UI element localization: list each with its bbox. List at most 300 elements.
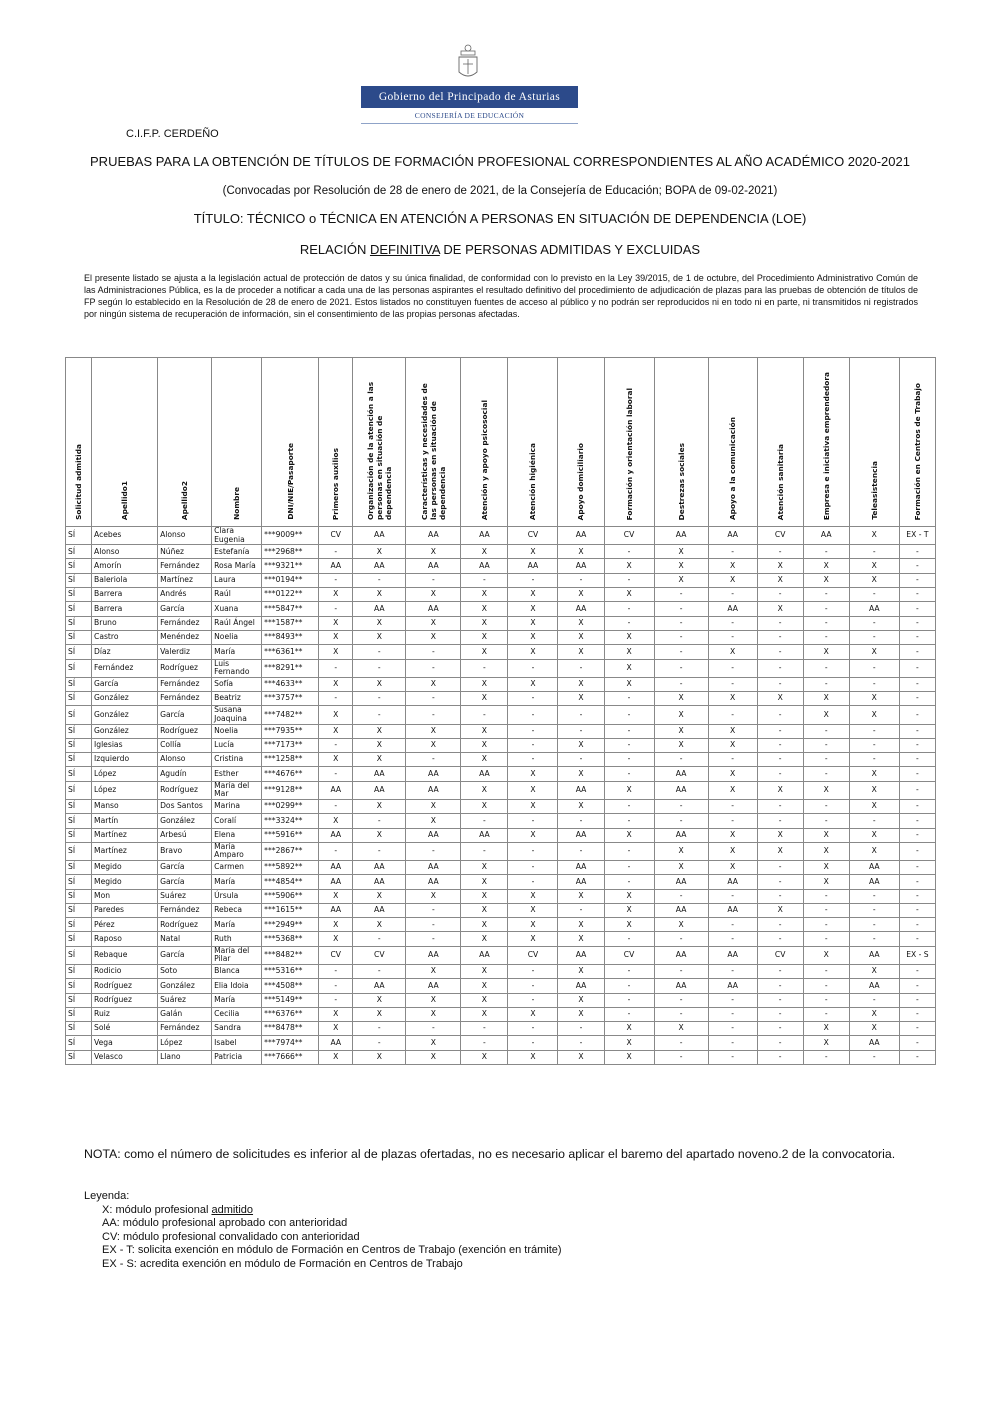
table-row xyxy=(66,875,936,889)
table-cell: - xyxy=(558,1022,604,1036)
table-cell: - xyxy=(406,918,461,932)
table-cell: AA xyxy=(353,860,406,874)
table-cell: SÍ xyxy=(66,573,92,587)
table-cell: AA xyxy=(849,946,899,964)
table-cell: X xyxy=(319,814,353,828)
table-cell: X xyxy=(604,1050,654,1064)
table-cell: - xyxy=(406,903,461,917)
table-cell: - xyxy=(899,814,935,828)
table-cell: AA xyxy=(319,903,353,917)
table-cell: Martínez xyxy=(158,573,212,587)
table-row xyxy=(66,842,936,860)
table-row xyxy=(66,630,936,644)
table-cell: - xyxy=(849,1050,899,1064)
table-cell: - xyxy=(899,588,935,602)
table-cell: - xyxy=(654,1036,708,1050)
table-cell: María xyxy=(212,993,262,1007)
table-cell: Agudín xyxy=(158,767,212,781)
table-row xyxy=(66,993,936,1007)
table-cell: X xyxy=(849,527,899,545)
table-cell: X xyxy=(353,828,406,842)
table-cell: X xyxy=(558,993,604,1007)
degree-title: TÍTULO: TÉCNICO o TÉCNICA EN ATENCIÓN A PERSONAS EN SITUACIÓN DE DEPENDENCIA (LOE) xyxy=(193,211,807,226)
table-cell: - xyxy=(899,616,935,630)
table-cell: SÍ xyxy=(66,659,92,677)
table-cell: - xyxy=(849,724,899,738)
table-cell: - xyxy=(654,1007,708,1021)
table-cell: AA xyxy=(654,903,708,917)
table-cell: X xyxy=(319,1050,353,1064)
legend xyxy=(84,1190,562,1272)
table-cell: María xyxy=(212,875,262,889)
table-cell: AA xyxy=(319,860,353,874)
table-cell: ***2867** xyxy=(262,842,319,860)
table-cell: CV xyxy=(353,946,406,964)
table-cell: X xyxy=(319,677,353,691)
table-cell: Izquierdo xyxy=(92,753,158,767)
table-cell: X xyxy=(654,545,708,559)
table-cell: - xyxy=(849,588,899,602)
table-cell: - xyxy=(757,645,803,659)
table-cell: - xyxy=(899,1022,935,1036)
table-cell: AA xyxy=(654,979,708,993)
table-cell: - xyxy=(604,767,654,781)
table-cell: X xyxy=(508,799,558,813)
table-cell: ***9321** xyxy=(262,559,319,573)
table-cell: SÍ xyxy=(66,588,92,602)
table-cell: X xyxy=(319,706,353,724)
table-cell: X xyxy=(604,889,654,903)
table-cell: - xyxy=(849,545,899,559)
table-cell: - xyxy=(604,1007,654,1021)
table-cell: Andrés xyxy=(158,588,212,602)
table-cell: - xyxy=(604,616,654,630)
table-cell: - xyxy=(461,706,508,724)
table-cell: - xyxy=(849,814,899,828)
table-cell: X xyxy=(319,588,353,602)
table-cell: - xyxy=(406,706,461,724)
table-cell: X xyxy=(461,860,508,874)
table-cell: Alonso xyxy=(158,753,212,767)
table-cell: Laura xyxy=(212,573,262,587)
table-cell: X xyxy=(353,753,406,767)
table-cell: - xyxy=(708,932,757,946)
table-cell: - xyxy=(899,964,935,978)
list-title-pre: RELACIÓN xyxy=(299,242,370,257)
table-cell: - xyxy=(849,889,899,903)
table-cell: - xyxy=(654,602,708,616)
table-cell: AA xyxy=(654,527,708,545)
table-cell: - xyxy=(654,814,708,828)
table-cell: - xyxy=(319,767,353,781)
table-cell: - xyxy=(708,964,757,978)
header-divider xyxy=(361,123,578,124)
table-cell: X xyxy=(319,889,353,903)
table-cell: - xyxy=(604,932,654,946)
table-cell: Alonso xyxy=(158,527,212,545)
table-cell: - xyxy=(353,692,406,706)
table-cell: X xyxy=(558,767,604,781)
table-cell: AA xyxy=(558,559,604,573)
table-cell: X xyxy=(849,645,899,659)
table-cell: AA xyxy=(654,781,708,799)
table-row xyxy=(66,1022,936,1036)
table-cell: Blanca xyxy=(212,964,262,978)
table-cell: AA xyxy=(461,946,508,964)
table-cell: Mon xyxy=(92,889,158,903)
table-cell: SÍ xyxy=(66,828,92,842)
table-cell: - xyxy=(757,1050,803,1064)
table-cell: EX - T xyxy=(899,527,935,545)
table-cell: X xyxy=(604,630,654,644)
table-cell: X xyxy=(757,828,803,842)
table-cell: ***4633** xyxy=(262,677,319,691)
table-cell: - xyxy=(654,799,708,813)
table-cell: X xyxy=(558,645,604,659)
table-cell: - xyxy=(461,573,508,587)
table-cell: - xyxy=(406,645,461,659)
table-cell: Iglesias xyxy=(92,738,158,752)
table-cell: - xyxy=(353,932,406,946)
table-cell: - xyxy=(899,767,935,781)
table-cell: X xyxy=(604,659,654,677)
table-cell: X xyxy=(654,559,708,573)
table-cell: - xyxy=(757,545,803,559)
table-cell: AA xyxy=(319,828,353,842)
table-cell: X xyxy=(757,903,803,917)
table-cell: Amorín xyxy=(92,559,158,573)
table-cell: - xyxy=(757,1022,803,1036)
table-row xyxy=(66,903,936,917)
table-cell: X xyxy=(461,645,508,659)
table-cell: ***1258** xyxy=(262,753,319,767)
table-cell: - xyxy=(757,724,803,738)
table-cell: González xyxy=(158,814,212,828)
column-header-label: Atención sanitaria xyxy=(775,443,785,520)
table-cell: X xyxy=(708,767,757,781)
table-cell: ***8291** xyxy=(262,659,319,677)
table-cell: Raúl xyxy=(212,588,262,602)
table-cell: X xyxy=(461,1050,508,1064)
table-cell: SÍ xyxy=(66,1022,92,1036)
table-cell: AA xyxy=(353,767,406,781)
table-cell: - xyxy=(654,616,708,630)
table-cell: - xyxy=(406,573,461,587)
table-cell: X xyxy=(461,918,508,932)
table-cell: Elia Idoia xyxy=(212,979,262,993)
table-cell: X xyxy=(406,738,461,752)
table-cell: López xyxy=(92,781,158,799)
table-cell: - xyxy=(319,545,353,559)
column-header xyxy=(406,358,461,527)
table-cell: ***8493** xyxy=(262,630,319,644)
table-cell: X xyxy=(461,630,508,644)
table-cell: X xyxy=(461,993,508,1007)
table-cell: Llano xyxy=(158,1050,212,1064)
column-header-label: Formación y orientación laboral xyxy=(624,387,634,520)
table-cell: - xyxy=(899,659,935,677)
table-cell: AA xyxy=(353,602,406,616)
table-cell: AA xyxy=(654,946,708,964)
table-cell: - xyxy=(508,875,558,889)
table-row xyxy=(66,527,936,545)
table-cell: X xyxy=(654,860,708,874)
table-cell: - xyxy=(654,753,708,767)
table-cell: Fernández xyxy=(158,677,212,691)
table-cell: Alonso xyxy=(92,545,158,559)
table-row xyxy=(66,616,936,630)
table-row xyxy=(66,828,936,842)
table-cell: - xyxy=(757,993,803,1007)
table-cell: ***4854** xyxy=(262,875,319,889)
table-row xyxy=(66,1050,936,1064)
table-cell: AA xyxy=(558,781,604,799)
table-cell: Núñez xyxy=(158,545,212,559)
table-cell: X xyxy=(319,932,353,946)
table-cell: X xyxy=(353,545,406,559)
table-cell: X xyxy=(406,889,461,903)
table-cell: - xyxy=(849,903,899,917)
column-header xyxy=(757,358,803,527)
table-row xyxy=(66,645,936,659)
table-cell: Velasco xyxy=(92,1050,158,1064)
table-cell: - xyxy=(899,918,935,932)
table-cell: X xyxy=(708,724,757,738)
table-cell: - xyxy=(899,645,935,659)
table-cell: Noelia xyxy=(212,630,262,644)
table-row xyxy=(66,799,936,813)
government-banner: Gobierno del Principado de Asturias xyxy=(361,86,578,108)
table-cell: X xyxy=(604,588,654,602)
table-cell: AA xyxy=(406,559,461,573)
table-cell: X xyxy=(803,1022,849,1036)
table-cell: Fernández xyxy=(158,692,212,706)
table-cell: AA xyxy=(406,527,461,545)
table-cell: SÍ xyxy=(66,946,92,964)
table-cell: X xyxy=(604,781,654,799)
table-cell: AA xyxy=(461,527,508,545)
table-cell: ***1587** xyxy=(262,616,319,630)
table-cell: González xyxy=(92,692,158,706)
table-cell: AA xyxy=(558,527,604,545)
table-cell: AA xyxy=(406,602,461,616)
table-cell: X xyxy=(461,875,508,889)
table-cell: ***5847** xyxy=(262,602,319,616)
table-cell: Luis Fernando xyxy=(212,659,262,677)
table-cell: - xyxy=(654,932,708,946)
table-cell: Úrsula xyxy=(212,889,262,903)
table-cell: - xyxy=(803,799,849,813)
table-cell: X xyxy=(757,602,803,616)
table-cell: X xyxy=(604,645,654,659)
table-cell: Susana Joaquina xyxy=(212,706,262,724)
table-cell: X xyxy=(604,918,654,932)
table-cell: - xyxy=(803,814,849,828)
table-cell: SÍ xyxy=(66,918,92,932)
table-cell: - xyxy=(757,616,803,630)
table-cell: AA xyxy=(406,767,461,781)
table-cell: X xyxy=(708,692,757,706)
table-cell: - xyxy=(319,602,353,616)
table-cell: CV xyxy=(319,527,353,545)
table-cell: X xyxy=(508,767,558,781)
table-cell: X xyxy=(406,588,461,602)
table-cell: SÍ xyxy=(66,527,92,545)
table-cell: AA xyxy=(319,875,353,889)
table-cell: X xyxy=(406,1050,461,1064)
table-cell: X xyxy=(319,645,353,659)
table-cell: - xyxy=(708,706,757,724)
table-cell: Isabel xyxy=(212,1036,262,1050)
table-cell: - xyxy=(654,964,708,978)
table-cell: X xyxy=(353,1050,406,1064)
table-cell: SÍ xyxy=(66,979,92,993)
table-cell: X xyxy=(708,738,757,752)
table-cell: - xyxy=(654,630,708,644)
table-cell: - xyxy=(803,588,849,602)
table-cell: X xyxy=(849,828,899,842)
table-cell: - xyxy=(708,918,757,932)
table-cell: AA xyxy=(849,875,899,889)
table-cell: CV xyxy=(757,527,803,545)
table-cell: - xyxy=(803,903,849,917)
legend-x-text: X: módulo profesional xyxy=(102,1203,212,1216)
table-cell: X xyxy=(508,903,558,917)
table-cell: EX - S xyxy=(899,946,935,964)
table-cell: - xyxy=(461,814,508,828)
table-cell: ***1615** xyxy=(262,903,319,917)
legal-notice: El presente listado se ajusta a la legislación actual de protección de datos y su única finalidad, de conformidad con lo previsto en la Ley 39/2015, de 1 de octubre, del Procedimiento Administrativo Común de las Administraciones Pública, es la de proceder a notificar a cada una de las personas aspirantes el resultado definitivo del procedimiento de adjudicación de plazas para las pruebas de obtención de títulos de FP según lo establecido en la Resolución de 28 de enero de 2021. Estos listados no constituyen fuentes de acceso al público y no podrán ser reproducidos ni en todo ni en parte, ni transmitidos ni registrados por ningún sistema de recuperación de información, sin el consentimiento de las propias personas afectadas. xyxy=(84,273,918,319)
table-cell: Pérez xyxy=(92,918,158,932)
table-cell: X xyxy=(406,993,461,1007)
table-cell: ***9009** xyxy=(262,527,319,545)
table-cell: X xyxy=(803,573,849,587)
table-cell: ***5316** xyxy=(262,964,319,978)
table-cell: SÍ xyxy=(66,677,92,691)
table-cell: - xyxy=(849,738,899,752)
column-header-label: Empresa e iniciativa emprendedora xyxy=(821,371,831,520)
table-cell: Megido xyxy=(92,860,158,874)
table-cell: SÍ xyxy=(66,889,92,903)
table-cell: AA xyxy=(406,946,461,964)
table-cell: AA xyxy=(654,828,708,842)
table-cell: - xyxy=(708,799,757,813)
table-cell: X xyxy=(849,559,899,573)
table-cell: - xyxy=(353,573,406,587)
table-cell: X xyxy=(461,979,508,993)
column-header xyxy=(849,358,899,527)
table-cell: - xyxy=(604,979,654,993)
table-cell: X xyxy=(803,875,849,889)
table-cell: - xyxy=(508,1022,558,1036)
table-cell: X xyxy=(558,918,604,932)
table-cell: X xyxy=(319,630,353,644)
table-cell: - xyxy=(406,1022,461,1036)
table-cell: X xyxy=(654,1022,708,1036)
column-header-label: DNI/NIE/Pasaporte xyxy=(285,443,295,520)
column-header xyxy=(353,358,406,527)
table-row xyxy=(66,918,936,932)
table-cell: AA xyxy=(849,979,899,993)
table-cell: X xyxy=(406,545,461,559)
table-cell: - xyxy=(604,860,654,874)
table-cell: - xyxy=(757,1036,803,1050)
table-cell: Martínez xyxy=(92,828,158,842)
table-cell: - xyxy=(604,993,654,1007)
table-cell: - xyxy=(899,724,935,738)
note: NOTA: como el número de solicitudes es inferior al de plazas ofertadas, no es necesario aplicar el baremo del apartado noveno.2 de la convocatoria. xyxy=(84,1147,896,1161)
table-cell: Bravo xyxy=(158,842,212,860)
table-cell: SÍ xyxy=(66,545,92,559)
table-cell: - xyxy=(708,659,757,677)
table-cell: CV xyxy=(604,527,654,545)
table-cell: X xyxy=(353,616,406,630)
table-cell: X xyxy=(708,860,757,874)
table-cell: Rebeca xyxy=(212,903,262,917)
table-cell: AA xyxy=(558,875,604,889)
table-cell: - xyxy=(803,677,849,691)
table-cell: - xyxy=(353,842,406,860)
column-header-label: Características y necesidades de las personas en situación de dependencia xyxy=(419,383,447,520)
table-cell: X xyxy=(558,738,604,752)
table-cell: X xyxy=(508,828,558,842)
column-header xyxy=(508,358,558,527)
table-cell: - xyxy=(803,889,849,903)
table-cell: - xyxy=(319,842,353,860)
table-cell: - xyxy=(803,659,849,677)
table-cell: X xyxy=(461,545,508,559)
table-cell: - xyxy=(508,692,558,706)
table-cell: X xyxy=(558,1007,604,1021)
table-cell: López xyxy=(158,1036,212,1050)
table-cell: X xyxy=(353,588,406,602)
table-cell: ***6376** xyxy=(262,1007,319,1021)
table-body xyxy=(66,527,936,1065)
table-cell: X xyxy=(757,692,803,706)
table-row xyxy=(66,738,936,752)
table-cell: X xyxy=(461,738,508,752)
table-cell: X xyxy=(461,799,508,813)
table-cell: Paredes xyxy=(92,903,158,917)
table-cell: Fernández xyxy=(158,1022,212,1036)
table-cell: SÍ xyxy=(66,993,92,1007)
table-cell: X xyxy=(803,860,849,874)
table-cell: - xyxy=(604,724,654,738)
table-cell: X xyxy=(654,573,708,587)
table-cell: CV xyxy=(508,946,558,964)
table-cell: - xyxy=(803,993,849,1007)
table-cell: - xyxy=(708,588,757,602)
table-cell: - xyxy=(899,860,935,874)
column-header xyxy=(803,358,849,527)
table-cell: - xyxy=(604,875,654,889)
table-cell: - xyxy=(757,814,803,828)
column-header-label: Formación en Centros de Trabajo xyxy=(912,382,922,520)
table-cell: X xyxy=(508,1007,558,1021)
table-cell: Rosa María xyxy=(212,559,262,573)
table-cell: García xyxy=(158,706,212,724)
table-cell: - xyxy=(899,1036,935,1050)
table-cell: - xyxy=(508,842,558,860)
table-cell: SÍ xyxy=(66,767,92,781)
table-cell: AA xyxy=(708,875,757,889)
ministry-label: CONSEJERÍA DE EDUCACIÓN xyxy=(414,111,525,120)
table-cell: García xyxy=(92,677,158,691)
table-cell: X xyxy=(849,781,899,799)
table-cell: AA xyxy=(406,781,461,799)
table-cell: ***6361** xyxy=(262,645,319,659)
table-cell: AA xyxy=(803,527,849,545)
